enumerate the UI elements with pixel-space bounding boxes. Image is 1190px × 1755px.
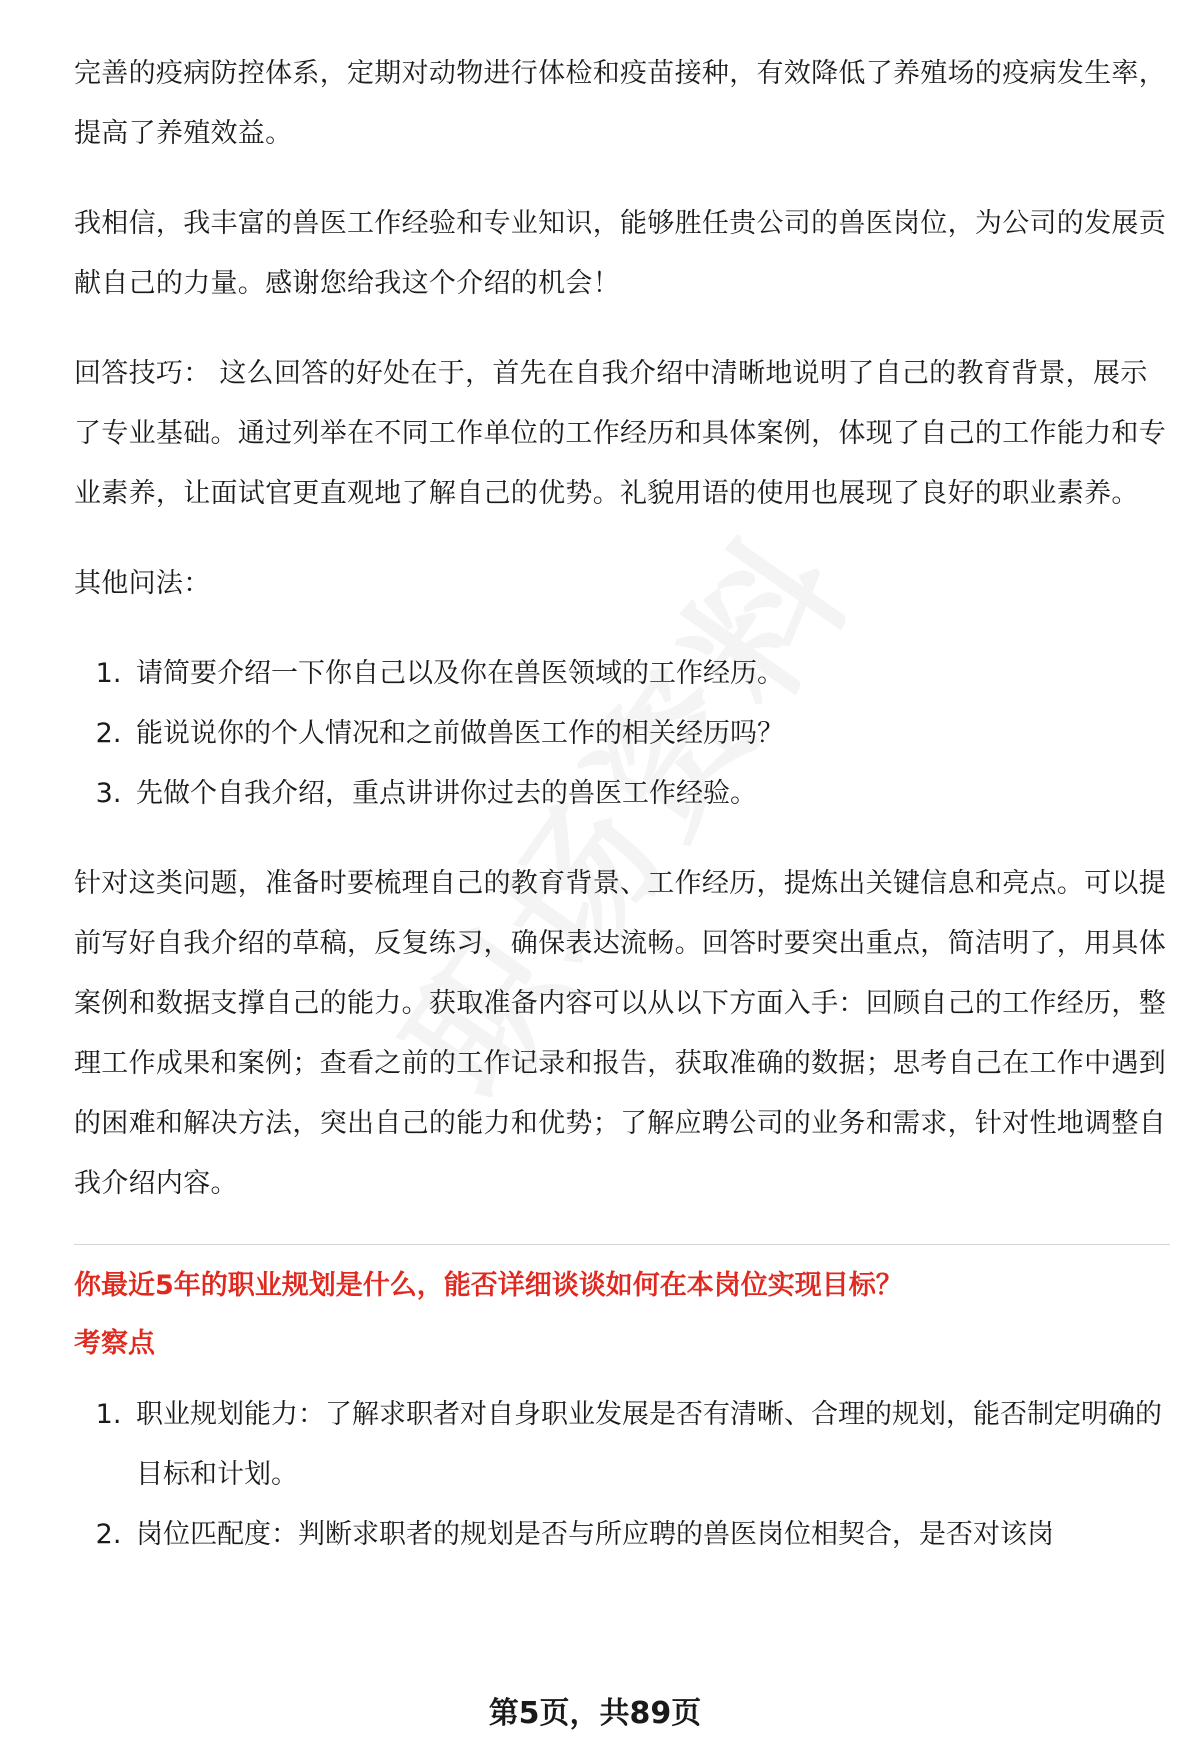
assessment-points-list bbox=[74, 1385, 1170, 1565]
paragraph-closing: 我相信，我丰富的兽医工作经验和专业知识，能够胜任贵公司的兽医岗位，为公司的发展贡献自己的力量。感谢您给我这个介绍的机会！ bbox=[74, 208, 1166, 299]
list-item: 1. 请简要介绍一下你自己以及你在兽医领域的工作经历。 bbox=[130, 644, 1170, 704]
section-divider bbox=[74, 1244, 1170, 1245]
list-item: 2. 能说说你的个人情况和之前做兽医工作的相关经历吗？ bbox=[130, 704, 1170, 764]
list-item: 3. 先做个自我介绍，重点讲讲你过去的兽医工作经验。 bbox=[130, 764, 1170, 824]
paragraph-preparation-advice: 针对这类问题，准备时要梳理自己的教育背景、工作经历，提炼出关键信息和亮点。可以提前写好自我介绍的草稿，反复练习，确保表达流畅。回答时要突出重点，简洁明了，用具体案例和数据支撑自己的能力。获取准备内容可以从以下方面入手：回顾自己的工作经历，整理工作成果和案例；查看之前的工作记录和报告，获取准确的数据；思考自己在工作中遇到的困难和解决方法，突出自己的能力和优势；了解应聘公司的业务和需求，针对性地调整自我介绍内容。 bbox=[74, 868, 1166, 1199]
subheading-assessment-points: 考察点 bbox=[74, 1328, 155, 1359]
document-content bbox=[74, 44, 1170, 1595]
paragraph-disease-control: 完善的疫病防控体系，定期对动物进行体检和疫苗接种，有效降低了养殖场的疫病发生率，提高了养殖效益。 bbox=[74, 58, 1166, 149]
question-heading: 你最近5年的职业规划是什么，能否详细谈谈如何在本岗位实现目标？ bbox=[74, 1270, 903, 1301]
paragraph-answer-tips: 回答技巧： 这么回答的好处在于，首先在自我介绍中清晰地说明了自己的教育背景，展示了专业基础。通过列举在不同工作单位的工作经历和具体案例，体现了自己的工作能力和专业素养，让面试官更直观地了解自己的优势。礼貌用语的使用也展现了良好的职业素养。 bbox=[74, 358, 1166, 509]
other-questions-list bbox=[74, 644, 1170, 824]
list-item: 2. 岗位匹配度：判断求职者的规划是否与所应聘的兽医岗位相契合，是否对该岗 bbox=[130, 1505, 1170, 1565]
list-item: 1. 职业规划能力：了解求职者对自身职业发展是否有清晰、合理的规划，能否制定明确的目标和计划。 bbox=[130, 1385, 1170, 1505]
page-number: 第5页，共89页 bbox=[488, 1696, 702, 1731]
paragraph-other-questions-label: 其他问法： bbox=[74, 568, 211, 599]
